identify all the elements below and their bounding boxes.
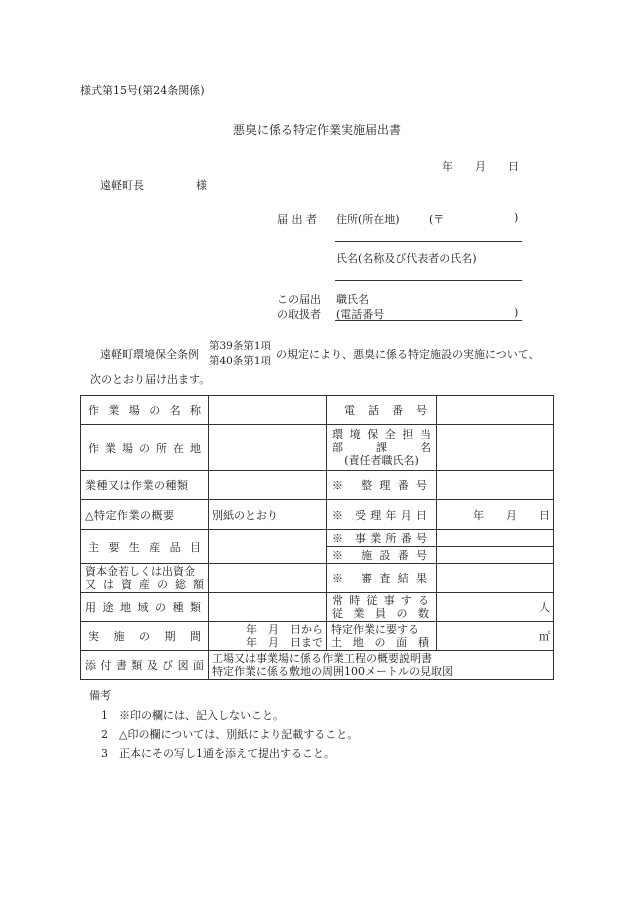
- cell-value: [437, 396, 554, 425]
- phone-line: [335, 320, 522, 321]
- cell-label: 特定作業に要する 土地の面積: [327, 622, 437, 651]
- cell-label: ※ 施設番号: [327, 547, 437, 564]
- cell-value: [437, 564, 554, 593]
- applicant-name-label: 氏名(名称及び代表者の氏名): [336, 252, 477, 265]
- name-suffix-label: 名: [420, 441, 431, 454]
- table-row: [81, 396, 554, 425]
- applicant-address-label: 住所(所在地): [336, 213, 400, 226]
- cell-value: [209, 593, 327, 622]
- preamble-article-a: 第39条第1項: [209, 340, 272, 352]
- page-title: 悪臭に係る特定作業実施届出書: [233, 123, 402, 137]
- cell-value: ㎡: [437, 622, 554, 651]
- note-item: 3 正本にその写し1通を添えて提出すること。: [101, 747, 335, 760]
- cell-label: 添付書類及び図面: [81, 651, 209, 680]
- postal-close: ): [514, 211, 519, 224]
- name-line: [335, 280, 522, 281]
- form-number: 様式第15号(第24条関係): [80, 84, 205, 97]
- handler-phone-label: (電話番号: [336, 308, 385, 321]
- preamble-ordinance: 遠軽町環境保全条例: [100, 348, 199, 361]
- cell-value: [437, 547, 554, 564]
- table-row: [81, 593, 554, 622]
- cell-value: [437, 425, 554, 471]
- cell-label: 業種又は作業の種類: [81, 471, 209, 500]
- handler-staff-label: 職氏名: [336, 293, 369, 306]
- section-label: 課: [376, 441, 387, 454]
- table-row: [81, 530, 554, 547]
- cell-label: 実施の期間: [81, 622, 209, 651]
- table-row: [81, 425, 554, 471]
- cell-label: 主要生産品目: [81, 530, 209, 564]
- cell-label: 環境保全担当 部 課 名 (責任者職氏名): [327, 425, 437, 471]
- preamble-article-b: 第40条第1項: [209, 355, 272, 367]
- date-line: 年 月 日: [442, 160, 519, 173]
- handler-label-1: この届出: [277, 293, 321, 306]
- note-item: 1 ※印の欄には、記入しないこと。: [101, 709, 284, 722]
- table-row: [81, 500, 554, 530]
- cell-label: 電話番号: [327, 396, 437, 425]
- cell-value: [209, 471, 327, 500]
- cell-label: ※ 受理年月日: [327, 500, 437, 530]
- preamble-text-1: の規定により、悪臭に係る特定施設の実施について、: [276, 348, 540, 361]
- cell-label: 常時従事する 従業員の数: [327, 593, 437, 622]
- dept-label: 部: [332, 441, 343, 454]
- cell-value: [209, 530, 327, 564]
- cell-value: 年 月 日: [437, 500, 554, 530]
- notes-heading: 備考: [89, 689, 111, 702]
- application-table: [80, 395, 554, 680]
- preamble-text-2: 次のとおり届け出ます。: [90, 373, 211, 386]
- cell-label: 作業場の名称: [81, 396, 209, 425]
- cell-value: 年 月 日から 年 月 日まで: [209, 622, 327, 651]
- cell-value: 別紙のとおり: [209, 500, 327, 530]
- table-row: [81, 471, 554, 500]
- cell-label: ※ 事業所番号: [327, 530, 437, 547]
- note-item: 2 △印の欄については、別紙により記載すること。: [101, 728, 359, 741]
- table-row: [81, 622, 554, 651]
- cell-label: 用途地域の種類: [81, 593, 209, 622]
- address-line: [335, 241, 522, 242]
- postal-open: (〒: [429, 213, 445, 226]
- table-row: [81, 651, 554, 680]
- cell-value: 人: [437, 593, 554, 622]
- cell-label: 作業場の所在地: [81, 425, 209, 471]
- addressee: 遠軽町長: [100, 179, 144, 192]
- cell-value: [209, 564, 327, 593]
- cell-value: [209, 425, 327, 471]
- cell-label: 資本金若しくは出資金 又は資産の総額: [81, 564, 209, 593]
- cell-label: ※ 審査結果: [327, 564, 437, 593]
- applicant-label: 届 出 者: [277, 213, 317, 226]
- handler-label-2: の取扱者: [277, 308, 321, 321]
- cell-value: [437, 530, 554, 547]
- cell-value: 工場又は事業場に係る作業工程の概要説明書 特定作業に係る敷地の周囲100メートルの見取図: [209, 651, 554, 680]
- cell-value: [437, 471, 554, 500]
- cell-label: △特定作業の概要: [81, 500, 209, 530]
- handler-phone-close: ): [514, 306, 519, 319]
- honorific: 様: [196, 179, 207, 192]
- cell-label: ※ 整理番号: [327, 471, 437, 500]
- cell-value: [209, 396, 327, 425]
- table-row: [81, 564, 554, 593]
